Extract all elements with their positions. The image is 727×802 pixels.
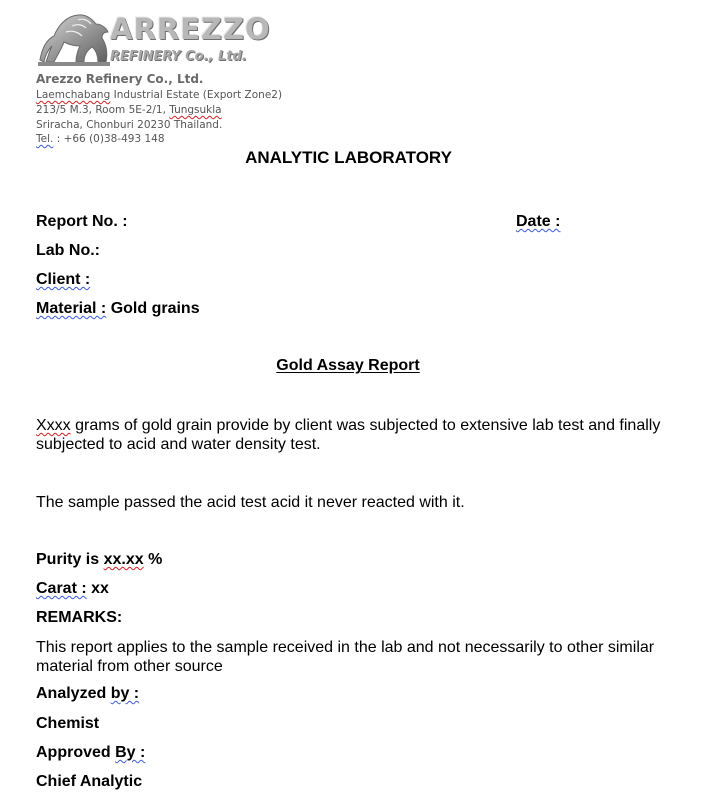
remarks-text: This report applies to the sample received in the lab and not necessarily to other similar material from other source bbox=[36, 639, 655, 675]
company-name: Arezzo Refinery Co., Ltd. bbox=[36, 72, 204, 86]
address-line-3: Sriracha, Chonburi 20230 Thailand. bbox=[36, 119, 223, 131]
analyzed-pre: Analyzed bbox=[36, 685, 111, 702]
address-line-2-word: Tungsukla bbox=[169, 104, 222, 116]
paragraph-1 bbox=[36, 416, 676, 454]
chief-analytic-label: Chief Analytic bbox=[36, 773, 143, 790]
material-value: Gold grains bbox=[106, 300, 200, 317]
analyzed-word: by : bbox=[110, 685, 140, 702]
report-title bbox=[0, 357, 696, 375]
carat-line bbox=[36, 580, 109, 598]
paragraph-2: The sample passed the acid test acid it never reacted with it. bbox=[36, 494, 465, 511]
address-phone bbox=[36, 133, 165, 145]
report-title-text: Gold Assay Report bbox=[276, 357, 420, 374]
approved-pre: Approved bbox=[36, 744, 116, 761]
purity-value: xx.xx bbox=[103, 551, 144, 568]
purity-line bbox=[36, 551, 162, 569]
purity-pre: Purity is bbox=[36, 551, 104, 568]
address-line-1 bbox=[36, 89, 282, 101]
lab-title: ANALYTIC LABORATORY bbox=[245, 148, 452, 167]
lab-no-label: Lab No.: bbox=[36, 242, 100, 259]
material-field bbox=[36, 300, 200, 318]
carat-value: xx bbox=[86, 580, 109, 597]
paragraph-1-rest: grams of gold grain provide by client was subjected to extensive lab test and finally subjected to acid and water density test. bbox=[36, 417, 661, 453]
address-estate-word: Laemchabang bbox=[36, 89, 111, 101]
lion-emblem-icon bbox=[36, 10, 112, 70]
date-label bbox=[516, 213, 560, 231]
material-label: Material : bbox=[36, 300, 107, 317]
address-line-2-pre: 213/5 M.3, Room 5E-2/1, bbox=[36, 104, 170, 116]
client-label-text: Client : bbox=[36, 271, 91, 288]
chemist-label: Chemist bbox=[36, 715, 100, 732]
paragraph-1-word: Xxxx bbox=[36, 417, 71, 434]
purity-post: % bbox=[143, 551, 163, 568]
approved-by-line bbox=[36, 744, 145, 762]
client-label bbox=[36, 271, 90, 289]
analyzed-by-line bbox=[36, 685, 139, 703]
phone-label: Tel. bbox=[36, 133, 54, 145]
logo-subtitle: REFINERY Co., Ltd. bbox=[110, 49, 247, 64]
report-no-label: Report No. : bbox=[36, 213, 128, 230]
approved-word: By : bbox=[115, 744, 146, 761]
logo-wordmark: ARREZZO bbox=[110, 12, 271, 46]
carat-label: Carat : bbox=[36, 580, 87, 597]
phone-number: : +66 (0)38-493 148 bbox=[53, 133, 165, 145]
address-estate-rest: Industrial Estate (Export Zone2) bbox=[110, 89, 283, 101]
remarks-label: REMARKS: bbox=[36, 609, 123, 626]
address-line-2 bbox=[36, 104, 222, 116]
date-label-text: Date : bbox=[516, 213, 561, 230]
